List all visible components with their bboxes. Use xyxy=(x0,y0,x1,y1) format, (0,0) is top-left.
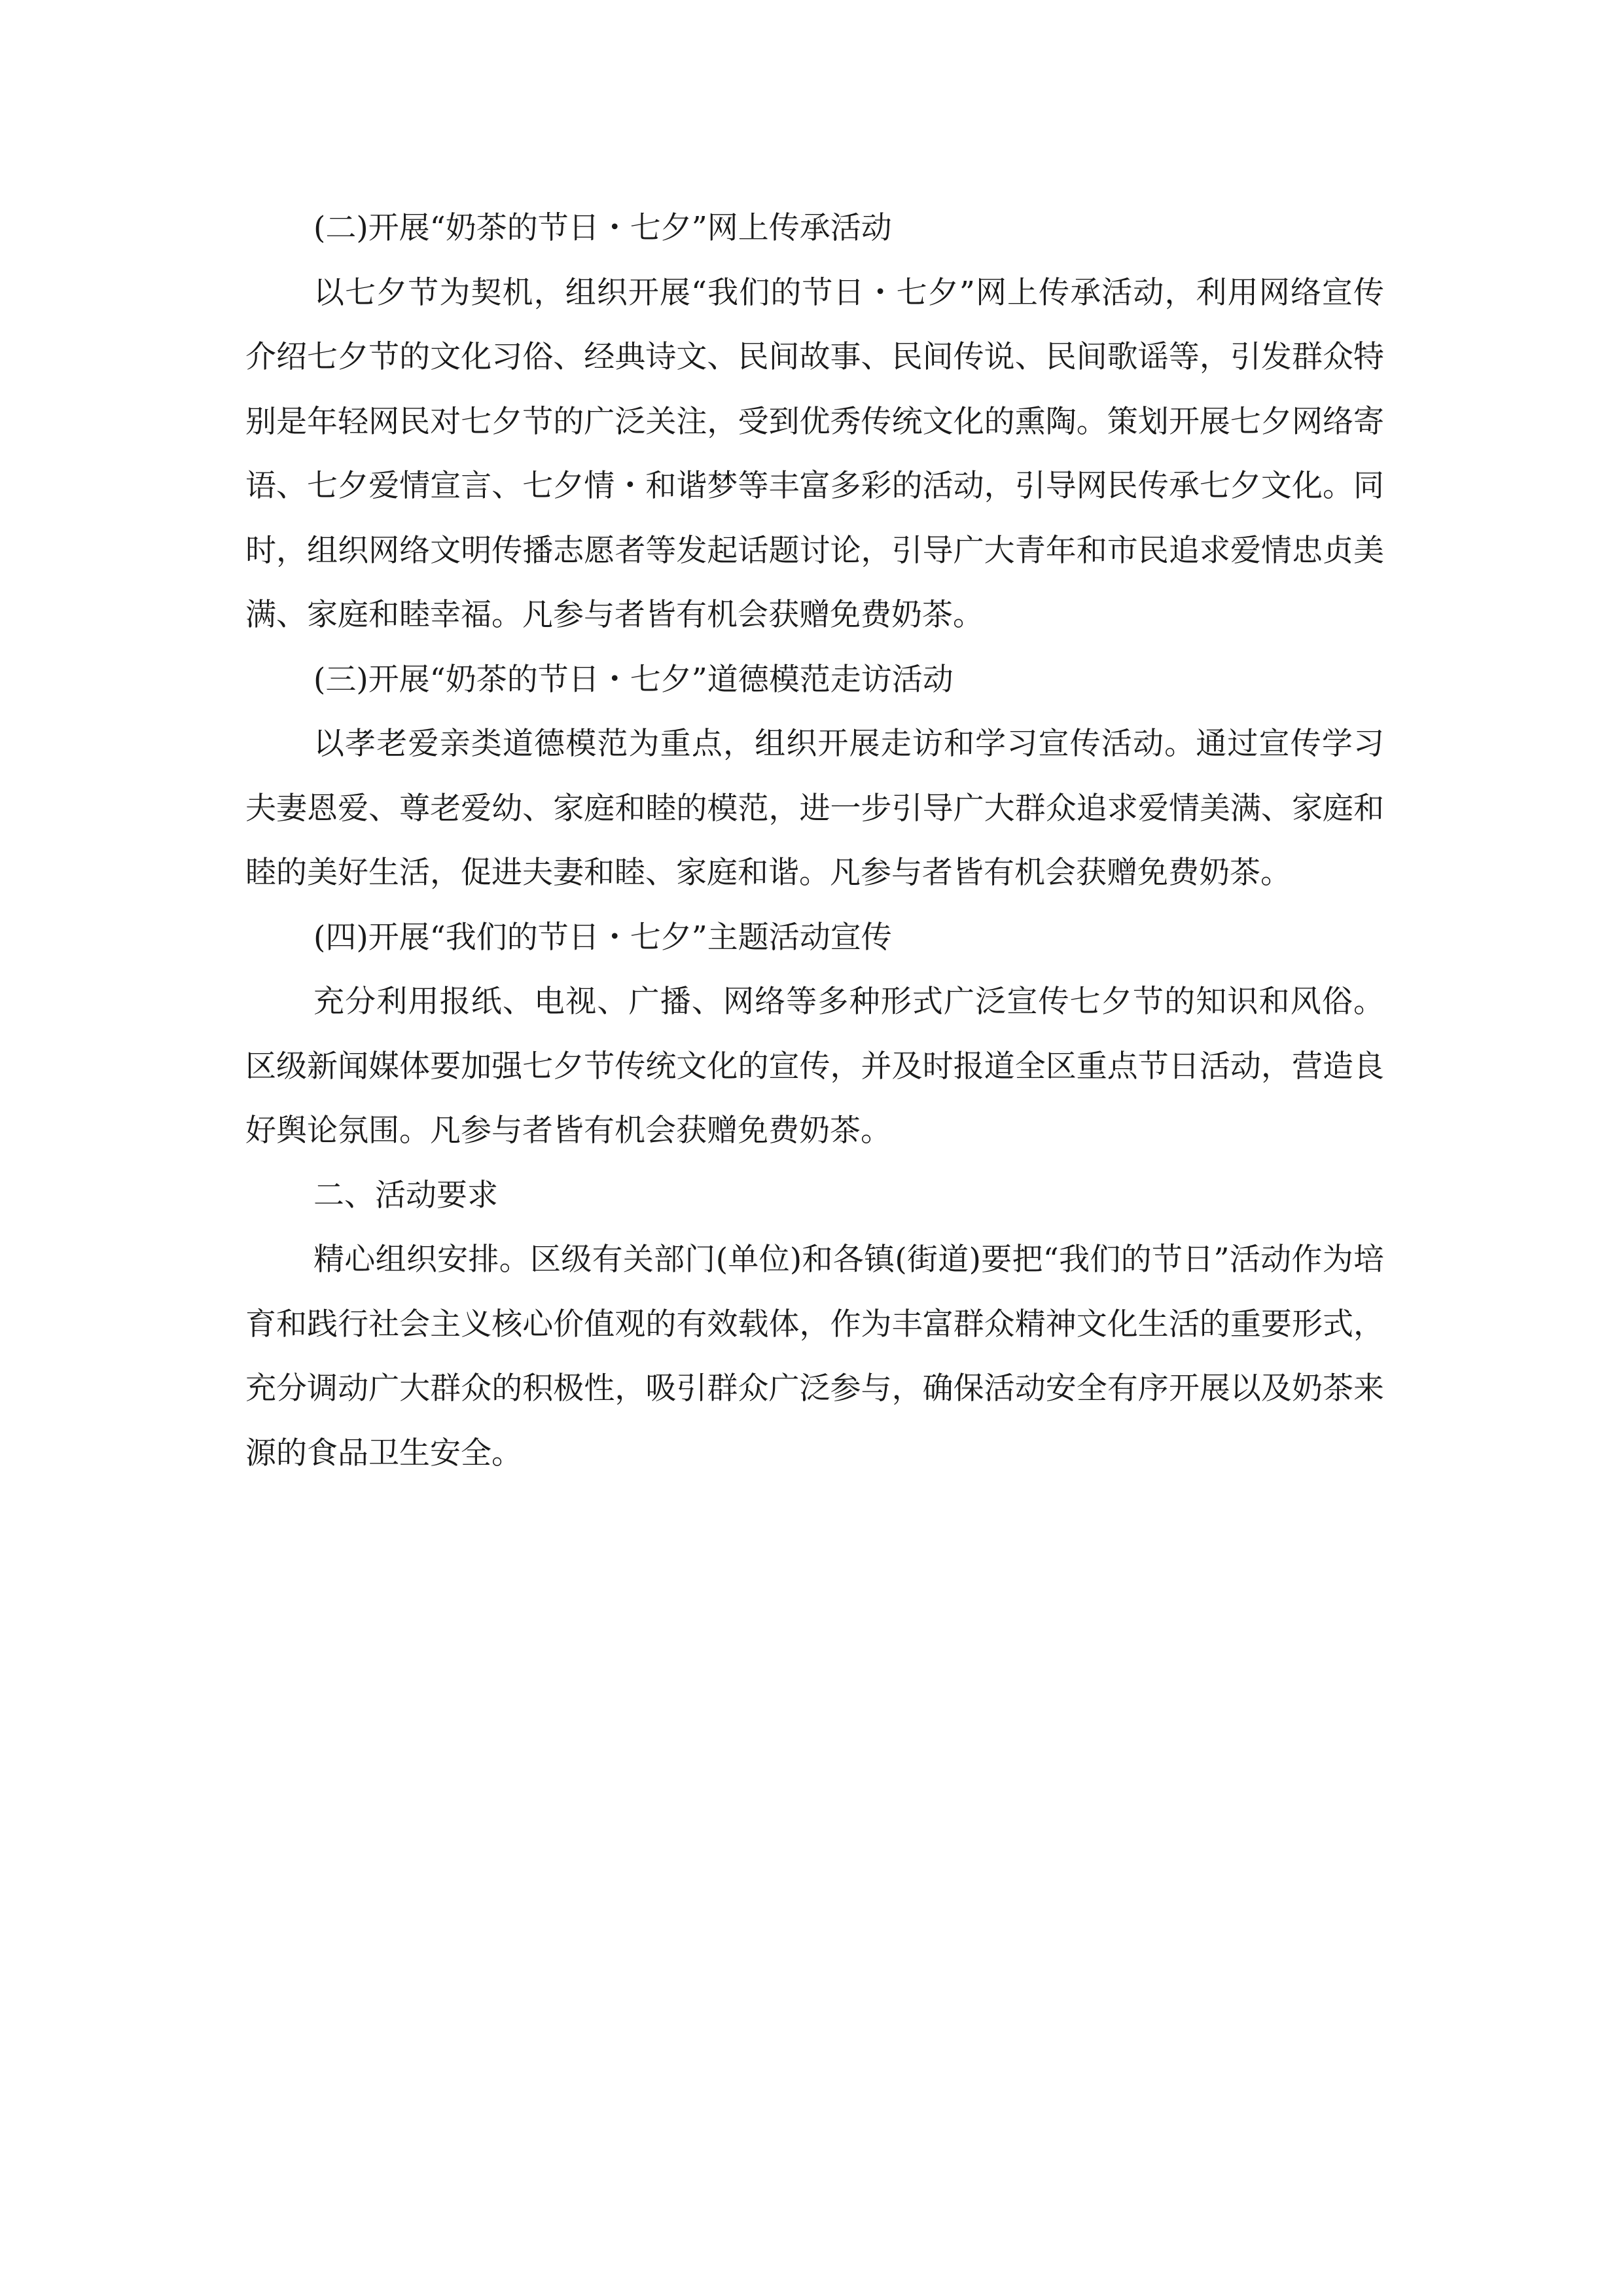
paragraph-publicity: 充分利用报纸、电视、广播、网络等多种形式广泛宣传七夕节的知识和风俗。区级新闻媒体要加强七夕节传统文化的宣传，并及时报道全区重点节日活动，营造良好舆论氛围。凡参与者皆有机会获赠免费奶茶。 xyxy=(245,984,1384,1149)
document-body xyxy=(245,196,1384,1486)
paragraph-moral-model-visit: 以孝老爱亲类道德模范为重点，组织开展走访和学习宣传活动。通过宣传学习夫妻恩爱、尊老爱幼、家庭和睦的模范，进一步引导广大群众追求爱情美满、家庭和睦的美好生活，促进夫妻和睦、家庭和谐。凡参与者皆有机会获赠免费奶茶。 xyxy=(245,726,1384,891)
section-heading-4: (四)开展“我们的节日・七夕”主题活动宣传 xyxy=(313,919,892,956)
section-heading-2: (二)开展“奶茶的节日・七夕”网上传承活动 xyxy=(313,210,892,246)
section-heading-requirements: 二、活动要求 xyxy=(313,1177,498,1213)
section-heading-3: (三)开展“奶茶的节日・七夕”道德模范走访活动 xyxy=(313,661,954,698)
paragraph-organization: 精心组织安排。区级有关部门(单位)和各镇(街道)要把“我们的节日”活动作为培育和践行社会主义核心价值观的有效载体，作为丰富群众精神文化生活的重要形式，充分调动广大群众的积极性，吸引群众广泛参与，确保活动安全有序开展以及奶茶来源的食品卫生安全。 xyxy=(245,1242,1384,1471)
paragraph-online-activity: 以七夕节为契机，组织开展“我们的节日・七夕”网上传承活动，利用网络宣传介绍七夕节的文化习俗、经典诗文、民间故事、民间传说、民间歌谣等，引发群众特别是年轻网民对七夕节的广泛关注，受到优秀传统文化的熏陶。策划开展七夕网络寄语、七夕爱情宣言、七夕情・和谐梦等丰富多彩的活动，引导网民传承七夕文化。同时，组织网络文明传播志愿者等发起话题讨论，引导广大青年和市民追求爱情忠贞美满、家庭和睦幸福。凡参与者皆有机会获赠免费奶茶。 xyxy=(245,274,1384,633)
